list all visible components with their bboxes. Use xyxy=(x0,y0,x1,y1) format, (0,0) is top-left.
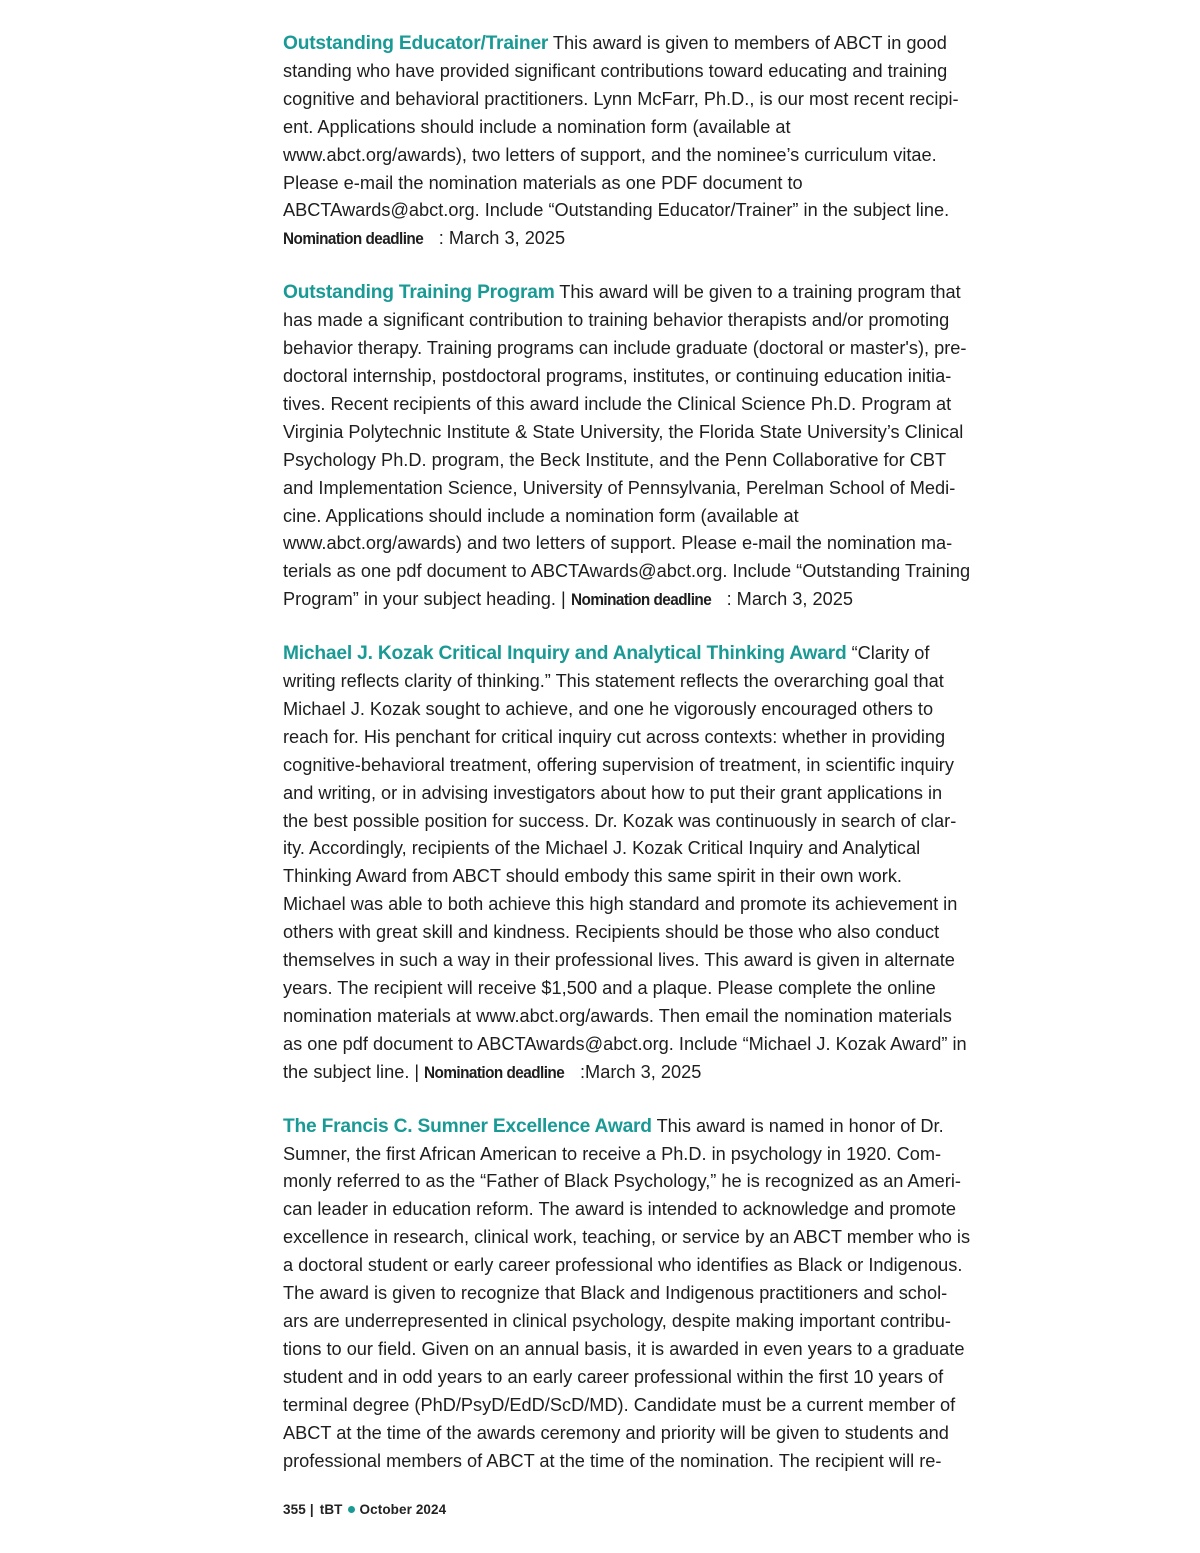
publication-name: tBT xyxy=(319,1502,343,1517)
award-text-line: Virginia Polytechnic Institute & State University, the Florida State University’s Clinical xyxy=(283,421,964,442)
award-paragraph xyxy=(283,279,983,614)
award-text-line: This award is given to members of ABCT in good xyxy=(548,33,947,53)
award-text-line: ity. Accordingly, recipients of the Michael J. Kozak Critical Inquiry and Analytical xyxy=(283,838,921,859)
deadline-label: Nomination deadline xyxy=(424,1062,565,1082)
award-text-line: themselves in such a way in their professional lives. This award is given in alternate xyxy=(283,950,955,971)
award-text-line: standing who have provided significant contributions toward educating and training xyxy=(283,60,948,81)
award-text-line: and Implementation Science, University of Pennsylvania, Perelman School of Medi- xyxy=(283,477,956,498)
award-text-line: as one pdf document to ABCTAwards@abct.org. Include “Michael J. Kozak Award” in xyxy=(283,1033,967,1054)
award-text-line: others with great skill and kindness. Recipients should be those who also conduct xyxy=(283,922,940,943)
award-text-line: and writing, or in advising investigators about how to put their grant applications in xyxy=(283,782,943,803)
deadline-line xyxy=(283,1059,983,1087)
deadline-label: Nomination deadline xyxy=(570,590,711,610)
award-text-line: doctoral internship, postdoctoral programs, institutes, or continuing education initia- xyxy=(283,365,952,386)
award-text-line: ABCTAwards@abct.org. Include “Outstanding Educator/Trainer” in the subject line. xyxy=(283,200,950,221)
page-footer xyxy=(283,1502,446,1517)
award-text-line: student and in odd years to an early career professional within the first 10 years of xyxy=(283,1366,944,1387)
award-title: Michael J. Kozak Critical Inquiry and Analytical Thinking Award xyxy=(283,643,847,665)
award-text-line: cine. Applications should include a nomination form (available at xyxy=(283,505,799,526)
award-paragraph xyxy=(283,30,983,253)
award-text-line: terials as one pdf document to ABCTAwards@abct.org. Include “Outstanding Training xyxy=(283,561,971,582)
issue-date: October 2024 xyxy=(359,1502,447,1517)
award-text-line: tives. Recent recipients of this award include the Clinical Science Ph.D. Program at xyxy=(283,393,952,414)
award-first-line xyxy=(283,279,983,307)
award-text-line: monly referred to as the “Father of Black Psychology,” he is recognized as an Ameri- xyxy=(283,1171,961,1192)
award-text-line: ent. Applications should include a nomination form (available at xyxy=(283,116,791,137)
award-text-line: www.abct.org/awards) and two letters of support. Please e-mail the nomination ma- xyxy=(283,533,953,554)
award-text-line: a doctoral student or early career professional who identifies as Black or Indigenous. xyxy=(283,1255,963,1276)
award-text-line: Please e-mail the nomination materials as one PDF document to xyxy=(283,172,803,193)
award-paragraph xyxy=(283,1113,983,1476)
deadline-value: : March 3, 2025 xyxy=(726,589,853,610)
award-text-line: writing reflects clarity of thinking.” This statement reflects the overarching goal that xyxy=(283,671,944,692)
article-column xyxy=(283,30,983,1501)
award-text-line: ars are underrepresented in clinical psychology, despite making important contribu- xyxy=(283,1310,951,1331)
deadline-prefix: the subject line. | xyxy=(283,1061,425,1082)
award-title: Outstanding Educator/Trainer xyxy=(283,33,549,54)
award-title: The Francis C. Sumner Excellence Award xyxy=(283,1115,652,1137)
award-text-line: Michael was able to both achieve this high standard and promote its achievement in xyxy=(283,894,958,915)
award-text-line: excellence in research, clinical work, teaching, or service by an ABCT member who is xyxy=(283,1227,971,1248)
award-text-line: professional members of ABCT at the time of the nomination. The recipient will re- xyxy=(283,1450,942,1471)
award-text-line: This award will be given to a training program that xyxy=(554,282,961,303)
bullet-dot-icon xyxy=(348,1506,355,1513)
award-first-line xyxy=(283,30,983,58)
award-text-line: tions to our field. Given on an annual basis, it is awarded in even years to a graduate xyxy=(283,1338,965,1359)
deadline-line xyxy=(283,586,983,614)
award-text-line: can leader in education reform. The award is intended to acknowledge and promote xyxy=(283,1199,957,1220)
award-text-line: Thinking Award from ABCT should embody this same spirit in their own work. xyxy=(283,866,902,887)
award-text-line: behavior therapy. Training programs can include graduate (doctoral or master's), pre- xyxy=(283,338,967,359)
page-number: 355 xyxy=(283,1502,306,1517)
award-text-line: This award is named in honor of Dr. xyxy=(651,1115,944,1136)
award-kozak-critical-inquiry xyxy=(283,640,983,1087)
award-text-line: cognitive-behavioral treatment, offering supervision of treatment, in scientific inquiry xyxy=(283,754,954,775)
award-text-line: ABCT at the time of the awards ceremony and priority will be given to students and xyxy=(283,1422,949,1443)
footer-separator: | xyxy=(309,1502,314,1517)
award-text-line: terminal degree (PhD/PsyD/EdD/ScD/MD). Candidate must be a current member of xyxy=(283,1394,956,1415)
award-text-line: “Clarity of xyxy=(846,643,930,664)
award-text-line: nomination materials at www.abct.org/awards. Then email the nomination materials xyxy=(283,1005,952,1026)
award-text-line: www.abct.org/awards), two letters of support, and the nominee’s curriculum vitae. xyxy=(283,144,937,165)
deadline-prefix: Program” in your subject heading. | xyxy=(283,589,571,610)
award-text-line: the best possible position for success. Dr. Kozak was continuously in search of clar- xyxy=(283,810,957,831)
award-text-line: Michael J. Kozak sought to achieve, and one he vigorously encouraged others to xyxy=(283,698,934,719)
deadline-line xyxy=(283,225,983,253)
deadline-label: Nomination deadline xyxy=(283,229,424,249)
award-francis-sumner xyxy=(283,1113,983,1476)
award-text-line: Sumner, the first African American to receive a Ph.D. in psychology in 1920. Com- xyxy=(283,1143,942,1164)
award-outstanding-educator xyxy=(283,30,983,253)
deadline-value: :March 3, 2025 xyxy=(580,1061,702,1082)
award-text-line: reach for. His penchant for critical inquiry cut across contexts: whether in providing xyxy=(283,726,946,747)
award-first-line xyxy=(283,1113,983,1141)
award-text-line: cognitive and behavioral practitioners. Lynn McFarr, Ph.D., is our most recent recipi- xyxy=(283,88,959,109)
award-title: Outstanding Training Program xyxy=(283,282,555,304)
deadline-value: : March 3, 2025 xyxy=(438,228,566,249)
award-text-line: The award is given to recognize that Black and Indigenous practitioners and schol- xyxy=(283,1283,948,1304)
award-text-line: has made a significant contribution to training behavior therapists and/or promoting xyxy=(283,310,950,331)
award-paragraph xyxy=(283,640,983,1087)
award-outstanding-training-program xyxy=(283,279,983,614)
award-first-line xyxy=(283,640,983,668)
award-text-line: Psychology Ph.D. program, the Beck Institute, and the Penn Collaborative for CBT xyxy=(283,449,947,470)
award-text-line: years. The recipient will receive $1,500 and a plaque. Please complete the online xyxy=(283,978,936,998)
